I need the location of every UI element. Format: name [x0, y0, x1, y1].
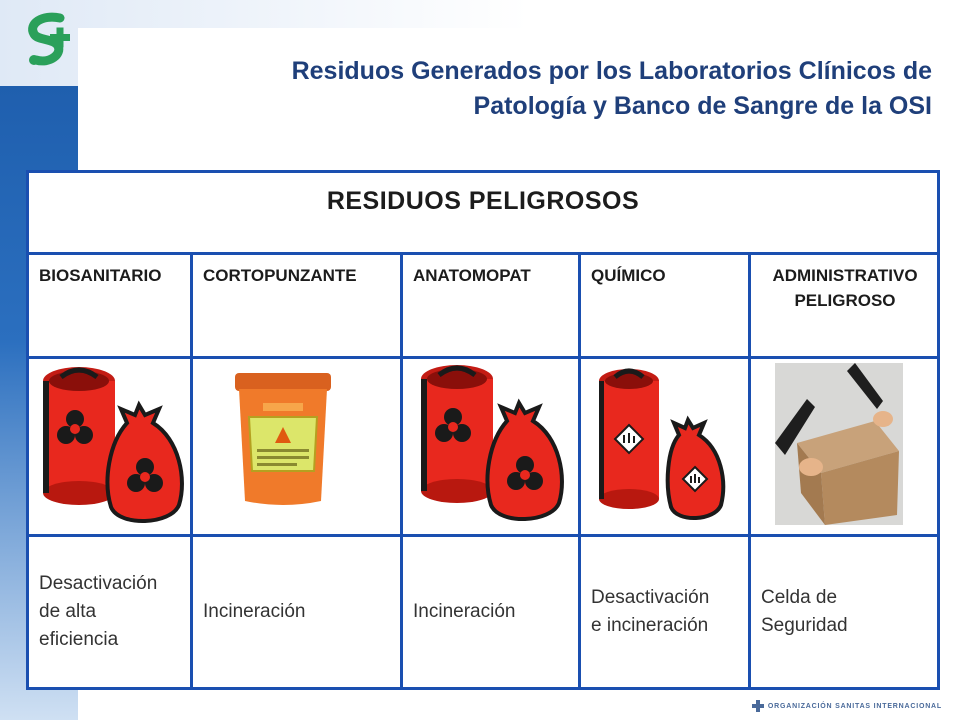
page-title [112, 54, 932, 124]
treatment-line: Incineración [203, 601, 306, 622]
table-header: RESIDUOS PELIGROSOS [29, 173, 937, 255]
hazardous-waste-table [26, 170, 940, 690]
red-biohazard-container-and-bag-icon [29, 359, 190, 534]
waste-image-cell [581, 359, 748, 537]
column-label-line: ADMINISTRATIVO [772, 266, 918, 285]
cardboard-box-photo [751, 359, 934, 534]
column-cortopunzante [193, 255, 403, 687]
page-title-line-2: Patología y Banco de Sangre de la OSI [473, 92, 932, 120]
column-label: BIOSANITARIO [29, 255, 190, 359]
red-chemical-container-and-bag-icon [581, 359, 748, 534]
page-title-line-1: Residuos Generados por los Laboratorios Clínicos de [291, 57, 932, 85]
treatment-line: Seguridad [761, 615, 848, 636]
column-anatomopat [403, 255, 581, 687]
waste-image-cell [193, 359, 400, 537]
treatment-text [403, 537, 578, 687]
treatment-line: eficiencia [39, 629, 119, 650]
waste-image-cell [403, 359, 578, 537]
treatment-line: de alta [39, 601, 97, 622]
footer-brand: ORGANIZACIÓN SANITAS INTERNACIONAL [767, 703, 942, 710]
treatment-line: Desactivación [591, 587, 710, 608]
column-label-line: PELIGROSO [794, 291, 896, 310]
treatment-line: Desactivación [39, 573, 158, 594]
column-biosanitario [29, 255, 193, 687]
treatment-line: e incineración [591, 615, 709, 636]
red-biohazard-container-and-bag-icon [403, 359, 578, 534]
waste-image-cell [29, 359, 190, 537]
waste-image-cell [751, 359, 937, 537]
sanitas-small-logo-icon [752, 700, 764, 712]
treatment-text [193, 537, 400, 687]
treatment-text [581, 537, 748, 687]
treatment-line: Incineración [413, 601, 516, 622]
column-quimico [581, 255, 751, 687]
column-label: QUÍMICO [581, 255, 748, 359]
column-label: ANATOMOPAT [403, 255, 578, 359]
treatment-text [29, 537, 190, 687]
column-administrativo-peligroso [751, 255, 937, 687]
treatment-line: Celda de [761, 587, 838, 608]
column-label: CORTOPUNZANTE [193, 255, 400, 359]
treatment-text [751, 537, 937, 687]
sanitas-logo-icon [20, 10, 78, 74]
orange-sharps-container-icon [193, 359, 400, 534]
column-label [751, 255, 937, 359]
